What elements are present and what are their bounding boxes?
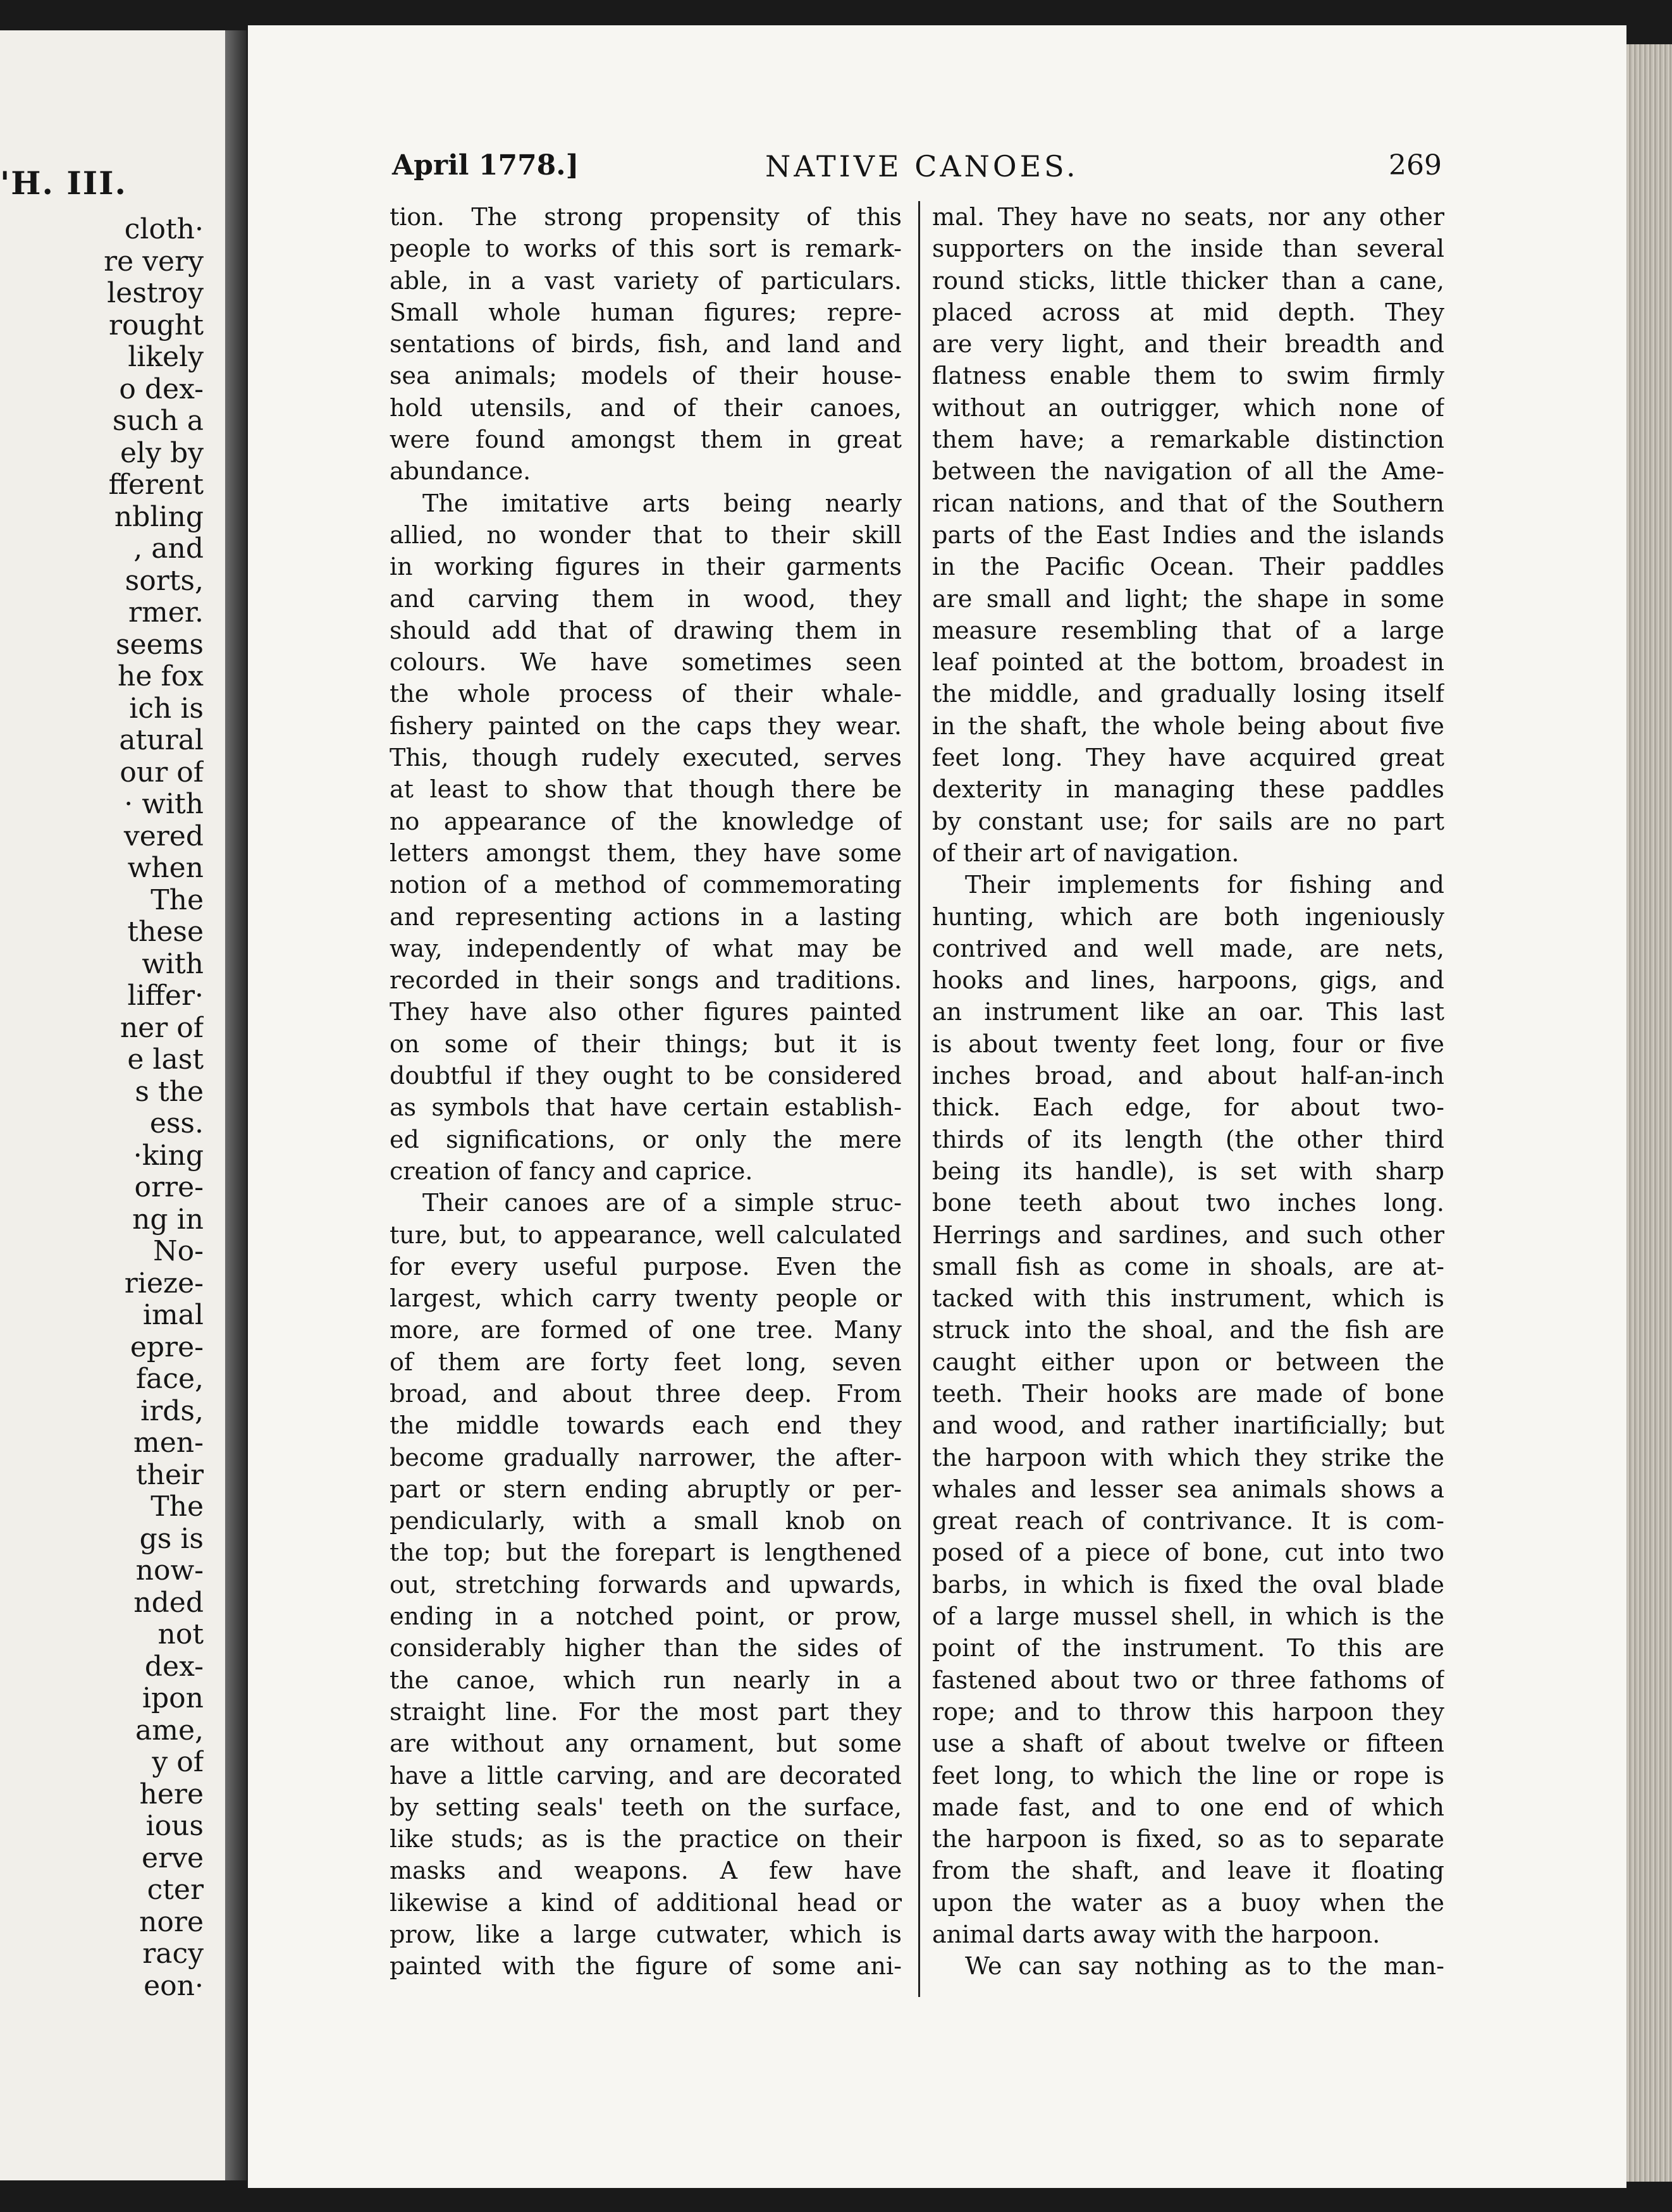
text-line: point of the instrument. To this are	[932, 1634, 1444, 1662]
previous-page-line: No-	[153, 1236, 204, 1267]
text-line: ture, but, to appearance, well calculated	[390, 1220, 902, 1249]
text-line: feet long. They have acquired great	[932, 744, 1444, 772]
previous-page-line: racy	[142, 1938, 204, 1970]
text-line: being its handle), is set with sharp	[932, 1157, 1444, 1185]
text-line: as symbols that have certain establish-	[390, 1093, 902, 1122]
text-line: the harpoon is fixed, so as to separate	[932, 1825, 1444, 1853]
text-line: likewise a kind of additional head or	[390, 1888, 902, 1917]
text-line: prow, like a large cutwater, which is	[390, 1920, 902, 1949]
previous-page-line: such a	[112, 405, 204, 437]
text-line: between the navigation of all the Ame-	[932, 457, 1444, 486]
text-line: part or stern ending abruptly or per-	[390, 1475, 902, 1503]
previous-page-running-head: 'H. III.	[0, 164, 127, 202]
previous-page-line: rieze-	[124, 1267, 204, 1300]
text-line: We can say nothing as to the man-	[965, 1952, 1444, 1981]
text-line: teeth. Their hooks are made of bone	[932, 1379, 1444, 1408]
previous-page-line: ely by	[120, 437, 204, 469]
text-line: were found amongst them in great	[390, 426, 902, 454]
text-line: notion of a method of commemorating	[390, 871, 902, 899]
previous-page-line: · with	[124, 789, 204, 820]
text-line: for every useful purpose. Even the	[390, 1252, 902, 1281]
text-line: round sticks, little thicker than a cane,	[932, 266, 1444, 295]
previous-page-line: he fox	[118, 661, 204, 692]
text-line: sea animals; models of their house-	[390, 362, 902, 390]
text-line: on some of their things; but it is	[390, 1029, 902, 1058]
previous-page-line: ess.	[149, 1108, 204, 1140]
previous-page-line: nore	[139, 1906, 204, 1938]
previous-page-line: these	[127, 916, 204, 948]
text-line: bone teeth about two inches long.	[932, 1189, 1444, 1217]
running-header	[392, 149, 1442, 187]
text-line: rope; and to throw this harpoon they	[932, 1697, 1444, 1726]
previous-page-line: nded	[133, 1587, 204, 1619]
previous-page-line: seems	[116, 629, 204, 661]
text-line: in the shaft, the whole being about five	[932, 711, 1444, 740]
previous-page-line: The	[151, 884, 204, 916]
text-line: out, stretching forwards and upwards,	[390, 1570, 902, 1599]
text-line: parts of the East Indies and the islands	[932, 520, 1444, 549]
text-line: inches broad, and about half-an-inch	[932, 1062, 1444, 1090]
text-line: hunting, which are both ingeniously	[932, 902, 1444, 931]
text-line: The imitative arts being nearly	[422, 489, 902, 517]
text-line: hold utensils, and of their canoes,	[390, 393, 902, 422]
text-line: way, independently of what may be	[390, 934, 902, 962]
previous-page-line: eon·	[144, 1970, 204, 2002]
text-line: rican nations, and that of the Southern	[932, 489, 1444, 517]
text-line: at least to show that though there be	[390, 775, 902, 804]
column-rule	[918, 201, 920, 1997]
previous-page-line: face,	[135, 1363, 204, 1395]
text-line: of them are forty feet long, seven	[390, 1348, 902, 1376]
text-line: They have also other figures painted	[390, 998, 902, 1026]
header-date: April 1778.]	[392, 149, 579, 181]
text-line: pendicularly, with a small knob on	[390, 1507, 902, 1535]
text-line: an instrument like an oar. This last	[932, 998, 1444, 1026]
text-line: upon the water as a buoy when the	[932, 1888, 1444, 1917]
text-line: is about twenty feet long, four or five	[932, 1029, 1444, 1058]
previous-page-line: rmer.	[128, 597, 204, 629]
text-line: Herrings and sardines, and such other	[932, 1220, 1444, 1249]
text-line: Their implements for fishing and	[965, 871, 1444, 899]
page-number: 269	[1389, 149, 1442, 181]
previous-page-line: dex-	[144, 1650, 204, 1683]
text-line: of a large mussel shell, in which is the	[932, 1602, 1444, 1631]
previous-page-line: , and	[133, 533, 204, 565]
previous-page-line: our of	[120, 756, 204, 789]
text-line: more, are formed of one tree. Many	[390, 1316, 902, 1344]
previous-page-line: liffer·	[127, 980, 204, 1012]
text-line: like studs; as is the practice on their	[390, 1825, 902, 1853]
text-line: the middle, and gradually losing itself	[932, 680, 1444, 708]
text-line: barbs, in which is fixed the oval blade	[932, 1570, 1444, 1599]
text-line: people to works of this sort is remark-	[390, 235, 902, 263]
previous-page-line: re very	[104, 245, 204, 278]
text-line: and wood, and rather inartificially; but	[932, 1411, 1444, 1440]
text-line: allied, no wonder that to their skill	[390, 520, 902, 549]
text-line: able, in a vast variety of particulars.	[390, 266, 902, 295]
text-line: of their art of navigation.	[932, 839, 1239, 867]
previous-page-line: sorts,	[125, 565, 204, 597]
previous-page-line: likely	[128, 341, 204, 373]
text-line: the whole process of their whale-	[390, 680, 902, 708]
previous-page-line: fferent	[108, 469, 204, 501]
text-line: caught either upon or between the	[932, 1348, 1444, 1376]
text-line: whales and lesser sea animals shows a	[932, 1475, 1444, 1503]
text-line: the top; but the forepart is lengthened	[390, 1539, 902, 1567]
text-line: supporters on the inside than several	[932, 235, 1444, 263]
text-line: abundance.	[390, 457, 531, 486]
text-line: Their canoes are of a simple struc-	[422, 1189, 902, 1217]
previous-page-line: imal	[142, 1300, 204, 1331]
text-line: the middle towards each end they	[390, 1411, 902, 1440]
previous-page-line: ious	[145, 1810, 204, 1842]
previous-page-line: their	[135, 1459, 204, 1491]
previous-page-line: o dex-	[119, 373, 204, 405]
text-line: by setting seals' teeth on the surface,	[390, 1793, 902, 1821]
text-line: fastened about two or three fathoms of	[932, 1666, 1444, 1694]
text-line: are small and light; the shape in some	[932, 584, 1444, 613]
previous-page-line: nbling	[114, 501, 204, 533]
text-line: This, though rudely executed, serves	[390, 744, 902, 772]
previous-page-line: ng in	[132, 1203, 204, 1236]
text-line: doubtful if they ought to be considered	[390, 1062, 902, 1090]
previous-page-line: s the	[135, 1076, 204, 1108]
text-line: hooks and lines, harpoons, gigs, and	[932, 966, 1444, 995]
text-line: become gradually narrower, the after-	[390, 1443, 902, 1472]
text-line: the harpoon with which they strike the	[932, 1443, 1444, 1472]
text-line: by constant use; for sails are no part	[932, 807, 1444, 835]
previous-page-line: lestroy	[107, 278, 204, 309]
text-line: in working figures in their garments	[390, 553, 902, 581]
text-line: leaf pointed at the bottom, broadest in	[932, 648, 1444, 677]
previous-page-line: vered	[123, 820, 204, 852]
book-gutter	[225, 30, 247, 2180]
text-line: should add that of drawing them in	[390, 616, 902, 644]
text-line: and representing actions in a lasting	[390, 902, 902, 931]
text-line: colours. We have sometimes seen	[390, 648, 902, 677]
text-line: creation of fancy and caprice.	[390, 1157, 753, 1185]
text-line: from the shaft, and leave it floating	[932, 1857, 1444, 1885]
header-title: NATIVE CANOES.	[765, 149, 1079, 183]
previous-page-line: ner of	[120, 1012, 204, 1044]
text-line: sentations of birds, fish, and land and	[390, 330, 902, 359]
text-line: measure resembling that of a large	[932, 616, 1444, 644]
text-line: tion. The strong propensity of this	[390, 203, 902, 231]
text-line: ed significations, or only the mere	[390, 1125, 902, 1153]
previous-page-line: ipon	[142, 1683, 204, 1714]
previous-page-line: with	[142, 948, 204, 980]
text-line: mal. They have no seats, nor any other	[932, 203, 1444, 231]
text-line: placed across at mid depth. They	[932, 298, 1444, 326]
previous-page-line: epre-	[130, 1331, 204, 1363]
text-line: and carving them in wood, they	[390, 584, 902, 613]
previous-page-line: e last	[127, 1044, 204, 1076]
text-line: use a shaft of about twelve or fifteen	[932, 1730, 1444, 1758]
text-line: masks and weapons. A few have	[390, 1857, 902, 1885]
text-line: tacked with this instrument, which is	[932, 1284, 1444, 1313]
previous-page-line: now-	[135, 1555, 204, 1587]
previous-page-line: cter	[147, 1874, 204, 1906]
text-line: have a little carving, and are decorated	[390, 1761, 902, 1790]
text-line: considerably higher than the sides of	[390, 1634, 902, 1662]
previous-page-line: here	[139, 1778, 204, 1810]
previous-page-line: erve	[142, 1842, 204, 1874]
previous-page-line: when	[127, 852, 204, 884]
previous-page-line: rought	[108, 309, 204, 341]
text-line: flatness enable them to swim firmly	[932, 362, 1444, 390]
text-column-right	[932, 201, 1444, 1982]
text-column-left	[390, 201, 902, 1982]
text-line: thick. Each edge, for about two-	[932, 1093, 1444, 1122]
text-line: dexterity in managing these paddles	[932, 775, 1444, 804]
text-line: largest, which carry twenty people or	[390, 1284, 902, 1313]
text-line: are without any ornament, but some	[390, 1730, 902, 1758]
previous-page-line: gs is	[139, 1523, 204, 1555]
previous-page-line: ame,	[135, 1714, 204, 1747]
text-line: no appearance of the knowledge of	[390, 807, 902, 835]
previous-page-line: orre-	[134, 1172, 204, 1203]
text-line: them have; a remarkable distinction	[932, 426, 1444, 454]
previous-page-line: y of	[152, 1747, 204, 1778]
text-line: without an outrigger, which none of	[932, 393, 1444, 422]
text-line: thirds of its length (the other third	[932, 1125, 1444, 1153]
text-line: are very light, and their breadth and	[932, 330, 1444, 359]
text-line: letters amongst them, they have some	[390, 839, 902, 867]
page-edges	[1626, 44, 1672, 2182]
text-line: great reach of contrivance. It is com-	[932, 1507, 1444, 1535]
text-line: painted with the figure of some ani-	[390, 1952, 902, 1981]
previous-page-text	[0, 214, 204, 2002]
text-line: struck into the shoal, and the fish are	[932, 1316, 1444, 1344]
text-line: Small whole human figures; repre-	[390, 298, 902, 326]
text-line: made fast, and to one end of which	[932, 1793, 1444, 1821]
text-line: broad, and about three deep. From	[390, 1379, 902, 1408]
previous-page-line: ·king	[133, 1140, 204, 1172]
text-line: in the Pacific Ocean. Their paddles	[932, 553, 1444, 581]
text-line: animal darts away with the harpoon.	[932, 1920, 1380, 1949]
text-line: ending in a notched point, or prow,	[390, 1602, 902, 1631]
previous-page-line: atural	[119, 725, 204, 756]
previous-page-line: ich is	[129, 692, 204, 725]
text-line: posed of a piece of bone, cut into two	[932, 1539, 1444, 1567]
previous-page-line: irds,	[140, 1395, 204, 1427]
text-line: recorded in their songs and traditions.	[390, 966, 902, 995]
text-line: the canoe, which run nearly in a	[390, 1666, 902, 1694]
text-line: fishery painted on the caps they wear.	[390, 711, 902, 740]
text-line: feet long, to which the line or rope is	[932, 1761, 1444, 1790]
previous-page-line: The	[151, 1491, 204, 1523]
text-line: small fish as come in shoals, are at-	[932, 1252, 1444, 1281]
text-line: contrived and well made, are nets,	[932, 934, 1444, 962]
previous-page-line: cloth·	[124, 214, 204, 245]
previous-page-fragment	[0, 30, 225, 2180]
previous-page-line: not	[157, 1619, 204, 1650]
previous-page-line: men-	[133, 1427, 204, 1459]
text-line: straight line. For the most part they	[390, 1697, 902, 1726]
